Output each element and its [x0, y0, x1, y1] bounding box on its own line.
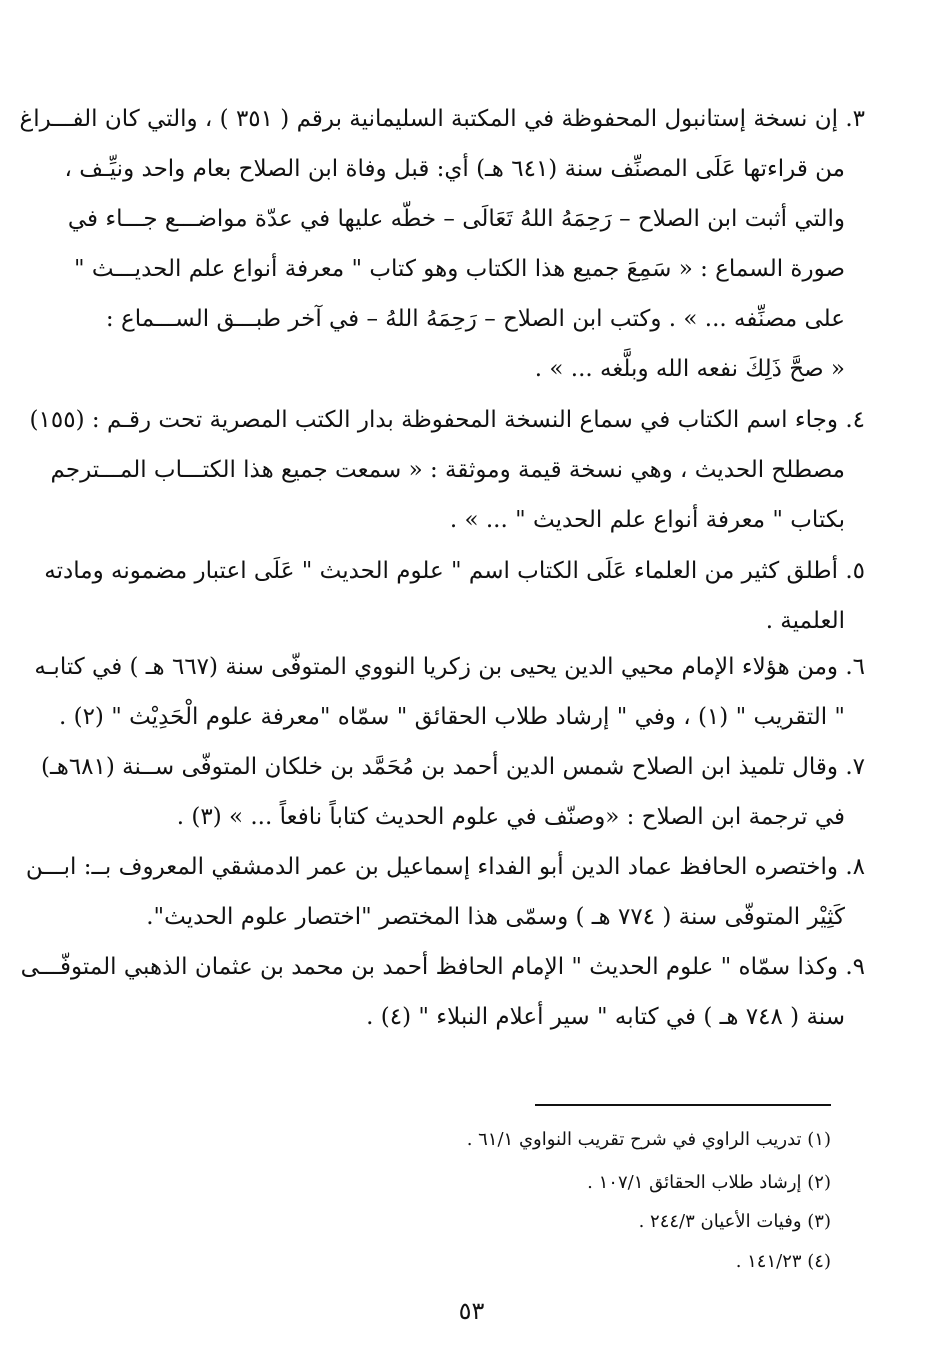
text-line: بكتاب " معرفة أنواع علم الحديث " ... » . — [449, 507, 845, 533]
paragraph-3 — [19, 94, 865, 394]
text-line: مصطلح الحديث ، وهي نسخة قيمة وموثقة : « سمعت جميع هذا الكتـــاب المـــترجم — [50, 457, 845, 483]
text-line: العلمية . — [765, 608, 845, 634]
text-line: ٦. ومن هؤلاء الإمام محيي الدين يحيى بن زكريا النووي المتوفّى سنة (٦٦٧ هـ ) في كتابـه — [34, 654, 865, 680]
text-line: ٣. إن نسخة إستانبول المحفوظة في المكتبة السليمانية برقم ( ٣٥١ ) ، والتي كان الفـــراغ — [19, 106, 865, 132]
text-line: ٤. وجاء اسم الكتاب في سماع النسخة المحفوظة بدار الكتب المصرية تحت رقـم : (١٥٥) — [29, 407, 865, 433]
text-line: ٧. وقال تلميذ ابن الصلاح شمس الدين أحمد بن مُحَمَّد بن خلكان المتوفّى ســنة (٦٨١هـ) — [40, 754, 865, 780]
text-line: في ترجمة ابن الصلاح : «وصنّف في علوم الحديث كتاباً نافعاً ... » (٣) . — [176, 804, 845, 830]
text-line: سنة ( ٧٤٨ هـ ) في كتابه " سير أعلام النبلاء " (٤) . — [366, 1004, 845, 1030]
paragraph-9 — [20, 942, 865, 1042]
text-line: ٨. واختصره الحافظ عماد الدين أبو الفداء إسماعيل بن عمر الدمشقي المعروف بــ: ابـــن — [25, 854, 865, 880]
paragraph-4 — [29, 395, 865, 545]
footnote-1: (١) تدريب الراوي في شرح تقريب النواوي ٦١/١ . — [466, 1129, 831, 1150]
text-line: ٥. أطلق كثير من العلماء عَلَى الكتاب اسم " علوم الحديث " عَلَى اعتبار مضمونه ومادته — [44, 558, 865, 584]
text-line: من قراءتها عَلَى المصنِّف سنة (٦٤١ هـ) أي: قبل وفاة ابن الصلاح بعام واحد ونيِّـف ، — [64, 156, 845, 182]
footnote-4: (٤) ١٤١/٢٣ . — [735, 1251, 831, 1272]
footnote-3: (٣) وفيات الأعيان ٢٤٤/٣ . — [638, 1211, 831, 1232]
paragraph-6 — [34, 642, 865, 742]
footnote-separator — [535, 1104, 831, 1106]
paragraph-7 — [40, 742, 865, 842]
footnote-2: (٢) إرشاد طلاب الحقائق ١٠٧/١ . — [587, 1172, 831, 1193]
text-line: " التقريب " (١) ، وفي " إرشاد طلاب الحقائق " سمّاه "معرفة علوم الْحَدِيْث " (٢) . — [58, 704, 845, 730]
paragraph-8 — [25, 842, 865, 942]
text-line: « صحَّ ذَلِكَ نفعه الله وبلَّغه ... » . — [534, 356, 845, 382]
text-line: والتي أثبت ابن الصلاح – رَحِمَهُ اللهُ تَعَالَى – خطّه عليها في عدّة مواضـــع جـــاء في — [67, 206, 845, 232]
page-number: ٥٣ — [458, 1297, 485, 1325]
text-line: ٩. وكذا سمّاه " علوم الحديث " الإمام الحافظ أحمد بن محمد بن عثمان الذهبي المتوفّـــى — [20, 954, 865, 980]
text-line: كَثِيْر المتوفّى سنة ( ٧٧٤ هـ ) وسمّى هذا المختصر "اختصار علوم الحديث". — [146, 904, 845, 930]
text-line: صورة السماع : « سَمِعَ جميع هذا الكتاب وهو كتاب " معرفة أنواع علم الحديـــث " — [73, 256, 845, 282]
text-line: على مصنِّفه ... » . وكتب ابن الصلاح – رَحِمَهُ اللهُ – في آخر طبـــق الســـماع : — [105, 306, 845, 332]
paragraph-5 — [44, 546, 865, 646]
